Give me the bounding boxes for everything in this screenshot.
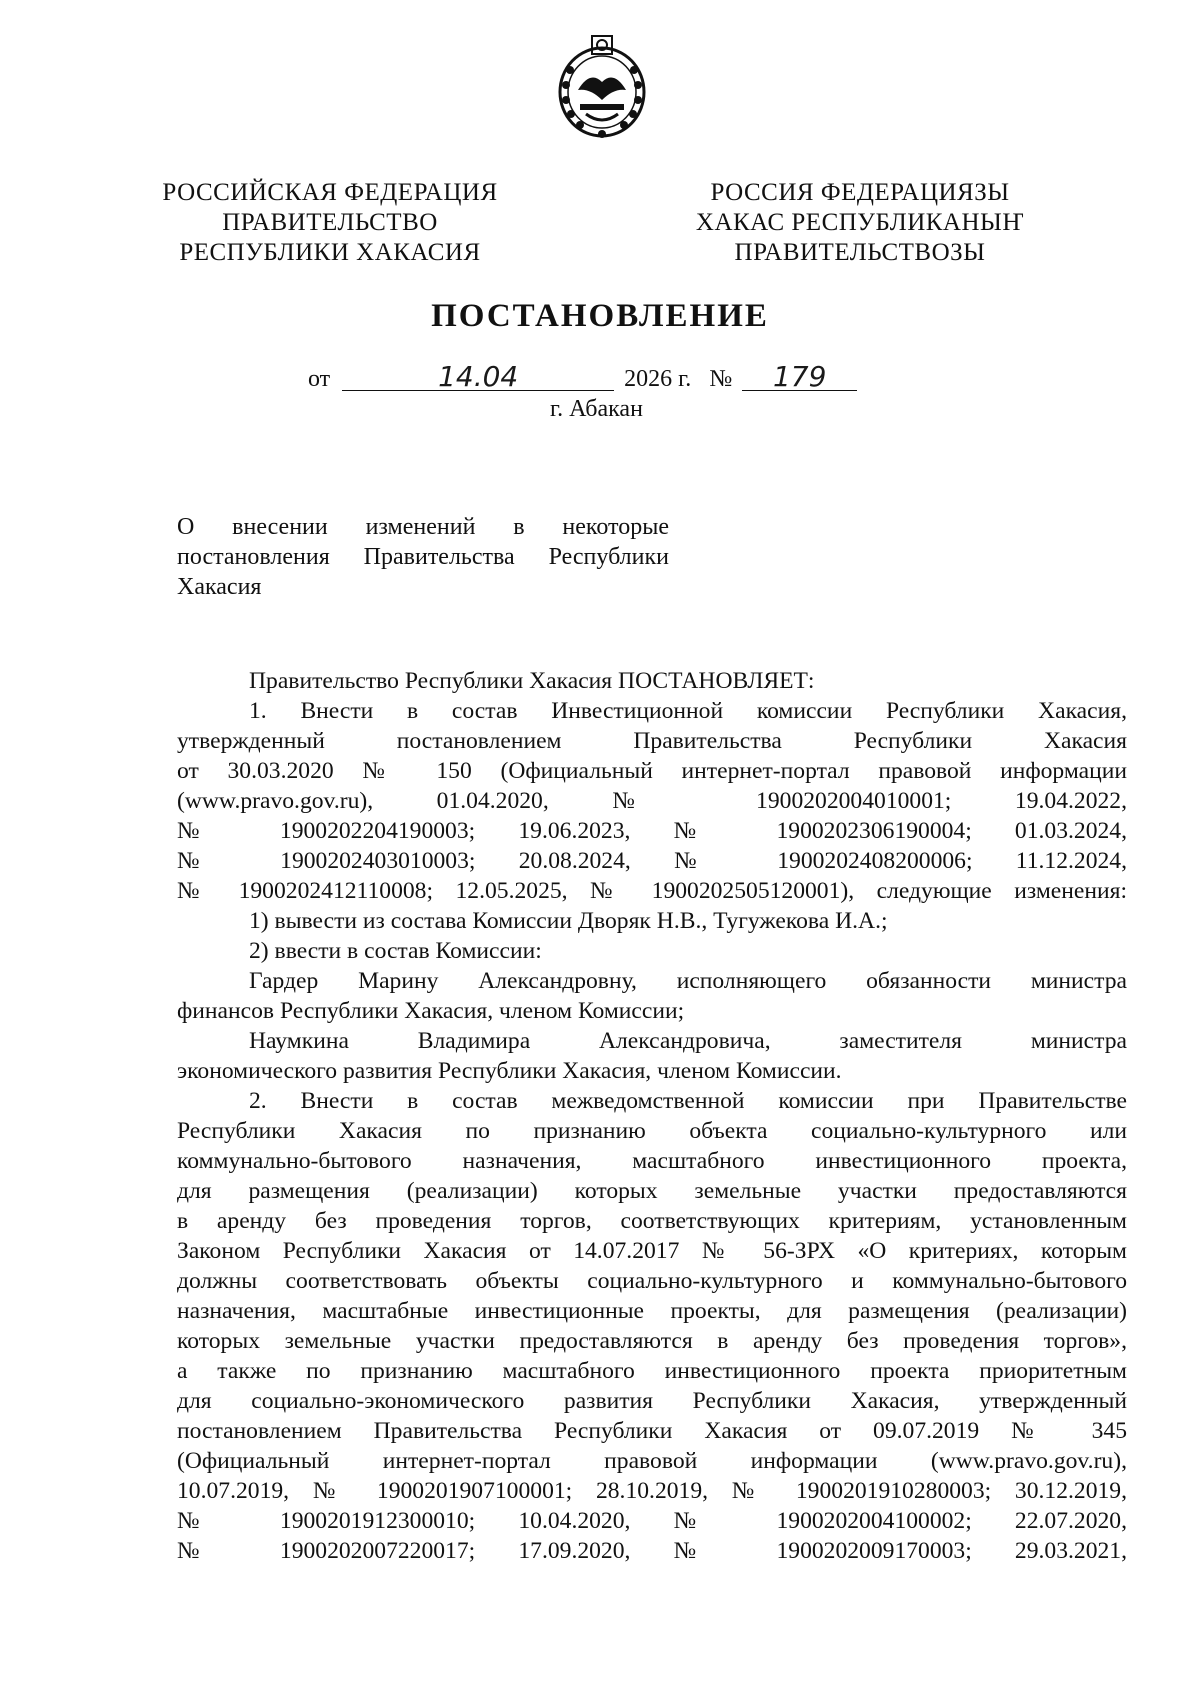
body-line: № 1900202204190003; 19.06.2023, № 1900202306190004; 01.03.2024, bbox=[177, 818, 1127, 844]
date-line bbox=[308, 360, 857, 393]
body-line: назначения, масштабные инвестиционные проекты, для размещения (реализации) bbox=[177, 1298, 1127, 1324]
body-line: 10.07.2019, № 1900201907100001; 28.10.2019, № 1900201910280003; 30.12.2019, bbox=[177, 1478, 1127, 1504]
body-line: (Официальный интернет-портал правовой информации (www.pravo.gov.ru), bbox=[177, 1448, 1127, 1474]
body-line: 1. Внести в состав Инвестиционной комиссии Республики Хакасия, bbox=[249, 698, 1127, 724]
subject-line: постановления Правительства Республики bbox=[177, 544, 669, 570]
body-line: а также по признанию масштабного инвестиционного проекта приоритетным bbox=[177, 1358, 1127, 1384]
header-left-line: ПРАВИТЕЛЬСТВО bbox=[222, 209, 438, 236]
document-body bbox=[177, 666, 1127, 1566]
body-line: Республики Хакасия по признанию объекта социально-культурного или bbox=[177, 1118, 1127, 1144]
body-line: 2) ввести в состав Комиссии: bbox=[249, 938, 542, 964]
body-line: должны соответствовать объекты социально-культурного и коммунально-бытового bbox=[177, 1268, 1127, 1294]
header-left bbox=[150, 178, 510, 268]
header-right-line: РОССИЯ ФЕДЕРАЦИЯЗЫ bbox=[710, 179, 1010, 206]
coat-of-arms-emblem bbox=[552, 30, 652, 140]
body-line: Правительство Республики Хакасия ПОСТАНОВЛЯЕТ: bbox=[249, 668, 815, 694]
body-line: № 1900202007220017; 17.09.2020, № 1900202009170003; 29.03.2021, bbox=[177, 1538, 1127, 1564]
header-right bbox=[680, 178, 1040, 268]
body-line: которых земельные участки предоставляются в аренду без проведения торгов», bbox=[177, 1328, 1127, 1354]
city-name: г. Абакан bbox=[550, 396, 643, 422]
body-line: от 30.03.2020 № 150 (Официальный интернет-портал правовой информации bbox=[177, 758, 1127, 784]
body-line: № 1900201912300010; 10.04.2020, № 1900202004100002; 22.07.2020, bbox=[177, 1508, 1127, 1534]
body-line: Гардер Марину Александровну, исполняющего обязанности министра bbox=[249, 968, 1127, 994]
handwritten-date: 14.04 bbox=[342, 364, 614, 391]
body-line: Наумкина Владимира Александровича, заместителя министра bbox=[249, 1028, 1127, 1054]
body-line: № 1900202412110008; 12.05.2025, № 1900202505120001), следующие изменения: bbox=[177, 878, 1127, 904]
subject-line: О внесении изменений в некоторые bbox=[177, 514, 669, 540]
body-line: финансов Республики Хакасия, членом Комиссии; bbox=[177, 998, 685, 1024]
subject-line: Хакасия bbox=[177, 574, 262, 600]
body-line: № 1900202403010003; 20.08.2024, № 1900202408200006; 11.12.2024, bbox=[177, 848, 1127, 874]
header-right-line: ПРАВИТЕЛЬСТВОЗЫ bbox=[734, 239, 986, 266]
body-line: 1) вывести из состава Комиссии Дворяк Н.В., Тугужекова И.А.; bbox=[249, 908, 888, 934]
body-line: экономического развития Республики Хакасия, членом Комиссии. bbox=[177, 1058, 842, 1084]
body-line: в аренду без проведения торгов, соответствующих критериям, установленным bbox=[177, 1208, 1127, 1234]
document-subject bbox=[177, 512, 669, 602]
header-left-line: РЕСПУБЛИКИ ХАКАСИЯ bbox=[179, 239, 481, 266]
date-prefix: от bbox=[308, 366, 331, 392]
body-line: (www.pravo.gov.ru), 01.04.2020, № 1900202004010001; 19.04.2022, bbox=[177, 788, 1127, 814]
header-right-line: ХАКАС РЕСПУБЛИКАНЫҤ bbox=[695, 209, 1025, 236]
header-left-line: РОССИЙСКАЯ ФЕДЕРАЦИЯ bbox=[162, 179, 498, 206]
year-text: 2026 г. bbox=[624, 366, 692, 392]
body-line: для социально-экономического развития Республики Хакасия, утвержденный bbox=[177, 1388, 1127, 1414]
body-line: Законом Республики Хакасия от 14.07.2017 № 56-ЗРХ «О критериях, которым bbox=[177, 1238, 1127, 1264]
body-line: 2. Внести в состав межведомственной комиссии при Правительстве bbox=[249, 1088, 1127, 1114]
handwritten-number: 179 bbox=[742, 364, 857, 391]
body-line: коммунально-бытового назначения, масштабного инвестиционного проекта, bbox=[177, 1148, 1127, 1174]
body-line: для размещения (реализации) которых земельные участки предоставляются bbox=[177, 1178, 1127, 1204]
number-label: № bbox=[709, 366, 733, 392]
body-line: утвержденный постановлением Правительства Республики Хакасия bbox=[177, 728, 1127, 754]
body-line: постановлением Правительства Республики Хакасия от 09.07.2019 № 345 bbox=[177, 1418, 1127, 1444]
document-title: ПОСТАНОВЛЕНИЕ bbox=[431, 298, 769, 334]
